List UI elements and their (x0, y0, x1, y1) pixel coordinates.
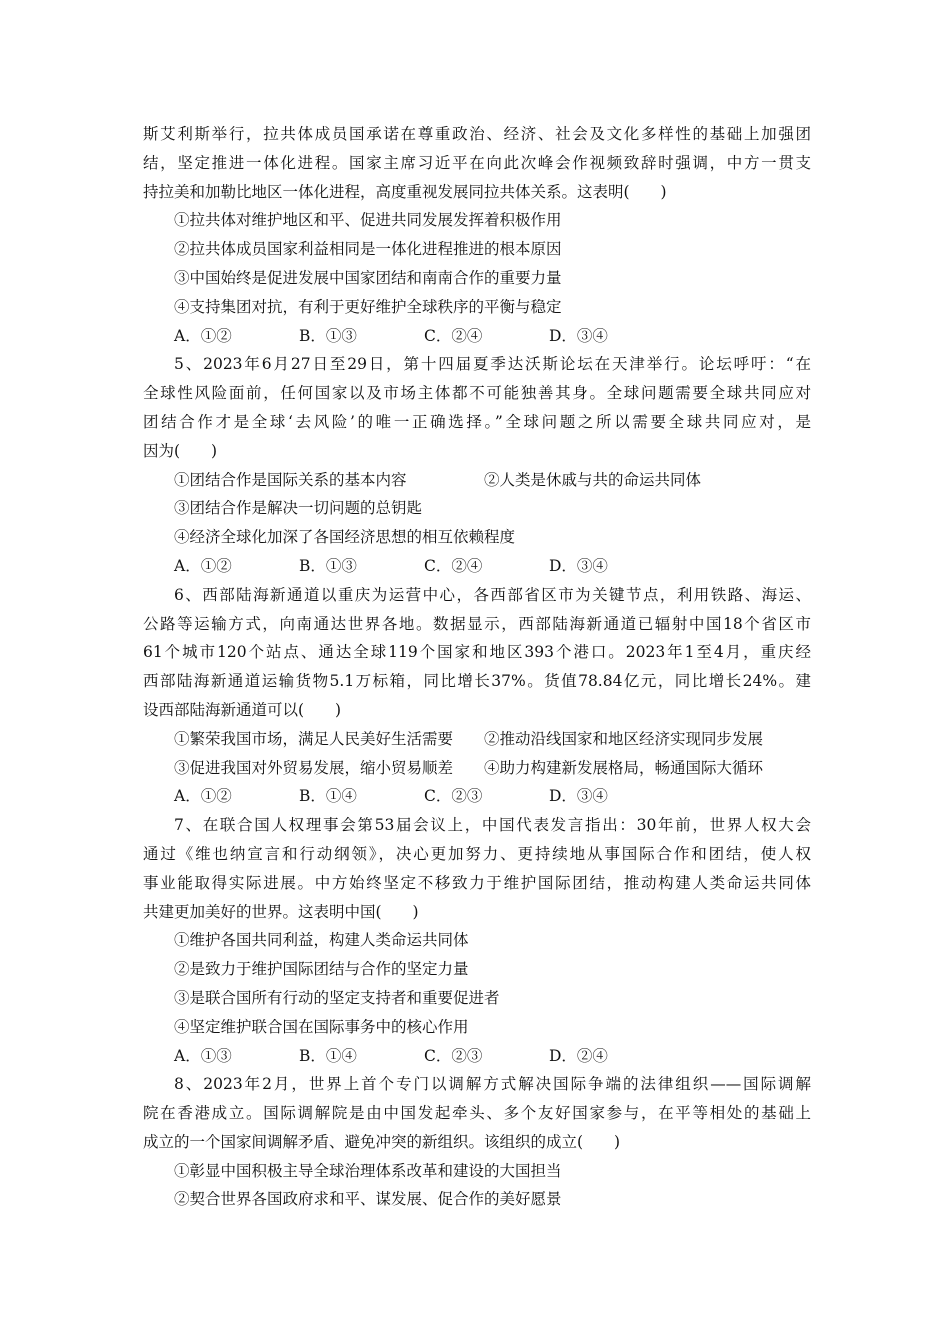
q5-item-row (143, 466, 811, 495)
q7-item: ②是致力于维护国际团结与合作的坚定力量 (174, 960, 469, 979)
q6-item: ③促进我国对外贸易发展，缩小贸易顺差 (174, 758, 454, 777)
q4-stem-line: 斯艾利斯举行，拉共体成员国承诺在尊重政治、经济、社会及文化多样性的基础上加强团 (143, 125, 811, 143)
q4-item: ③中国始终是促进发展中国家团结和南南合作的重要力量 (174, 268, 562, 287)
q6-stem-line: 设西部陆海新通道可以( ) (143, 700, 342, 719)
q6-option-a: A．①② (174, 787, 232, 806)
q7-options (143, 1042, 811, 1071)
q4-item: ②拉共体成员国家利益相同是一体化进程推进的根本原因 (174, 240, 562, 259)
q6-item-row (143, 725, 811, 754)
q4-option-d: D．③④ (549, 326, 608, 345)
q7-item: ③是联合国所有行动的坚定支持者和重要促进者 (174, 988, 500, 1007)
q7-option-a: A．①③ (174, 1046, 232, 1065)
q6-stem-line: 6、西部陆海新通道以重庆为运营中心，各西部省区市为关键节点，利用铁路、海运、 (174, 585, 811, 604)
q6-item: ②推动沿线国家和地区经济实现同步发展 (484, 729, 764, 748)
q5-item: ①团结合作是国际关系的基本内容 (174, 470, 407, 489)
q7-stem-line: 事业能取得实际进展。中方始终坚定不移致力于维护国际团结，推动构建人类命运共同体 (143, 873, 811, 892)
q4-item: ①拉共体对维护地区和平、促进共同发展发挥着积极作用 (174, 211, 562, 230)
q6-stem-line: 西部陆海新通道运输货物5.1万标箱，同比增长37%。货值78.84亿元，同比增长24%。建 (143, 672, 811, 691)
q6-option-b: B．①④ (299, 787, 357, 806)
q5-stem-line: 5、2023年6月27日至29日，第十四届夏季达沃斯论坛在天津举行。论坛呼吁：“在 (174, 355, 811, 374)
q5-item: ②人类是休戚与共的命运共同体 (484, 470, 702, 489)
q7-item: ④坚定维护联合国在国际事务中的核心作用 (174, 1017, 469, 1036)
q6-item: ①繁荣我国市场，满足人民美好生活需要 (174, 729, 454, 748)
q8-stem-line: 成立的一个国家间调解矛盾、避免冲突的新组织。该组织的成立( ) (143, 1132, 621, 1151)
q4-stem-line: 持拉美和加勒比地区一体化进程，高度重视发展同拉共体关系。这表明( ) (143, 182, 667, 201)
q5-stem-line: 团结合作才是全球‘去风险’的唯一正确选择。”全球问题之所以需要全球共同应对，是 (143, 412, 811, 431)
q4-options (143, 322, 811, 351)
q7-option-c: C．②③ (424, 1046, 483, 1065)
q5-options (143, 552, 811, 581)
q4-item: ④支持集团对抗，有利于更好维护全球秩序的平衡与稳定 (174, 297, 562, 316)
q7-item: ①维护各国共同利益，构建人类命运共同体 (174, 931, 469, 950)
q5-option-d: D．③④ (549, 556, 608, 575)
q4-option-c: C．②④ (424, 326, 483, 345)
q5-stem-line: 全球性风险面前，任何国家以及市场主体都不可能独善其身。全球问题需要全球共同应对 (143, 384, 811, 403)
q5-item: ③团结合作是解决一切问题的总钥匙 (174, 499, 423, 518)
q6-options (143, 782, 811, 811)
q5-option-a: A．①② (174, 556, 232, 575)
q4-stem-line: 结，坚定推进一体化进程。国家主席习近平在向此次峰会作视频致辞时强调，中方一贯支 (143, 153, 811, 172)
q4-option-a: A．①② (174, 326, 232, 345)
q5-option-b: B．①③ (299, 556, 357, 575)
q5-stem-line: 因为( ) (143, 441, 218, 460)
q8-stem-line: 8、2023年2月，世界上首个专门以调解方式解决国际争端的法律组织——国际调解 (174, 1075, 811, 1094)
q7-option-b: B．①④ (299, 1046, 357, 1065)
q7-stem-line: 7、在联合国人权理事会第53届会议上，中国代表发言指出：30年前，世界人权大会 (174, 816, 811, 835)
q5-item: ④经济全球化加深了各国经济思想的相互依赖程度 (174, 528, 516, 547)
q8-item: ①彰显中国积极主导全球治理体系改革和建设的大国担当 (174, 1161, 562, 1180)
q6-item: ④助力构建新发展格局，畅通国际大循环 (484, 758, 764, 777)
q7-stem-line: 通过《维也纳宣言和行动纲领》，决心更加努力、更持续地从事国际合作和团结，使人权 (143, 844, 811, 863)
q7-stem-line: 共建更加美好的世界。这表明中国( ) (143, 902, 419, 921)
q5-option-c: C．②④ (424, 556, 483, 575)
q6-option-d: D．③④ (549, 787, 608, 806)
page-content (143, 120, 811, 1214)
q8-item: ②契合世界各国政府求和平、谋发展、促合作的美好愿景 (174, 1190, 562, 1209)
q7-option-d: D．②④ (549, 1046, 608, 1065)
q8-stem-line: 院在香港成立。国际调解院是由中国发起牵头、多个友好国家参与，在平等相处的基础上 (143, 1104, 811, 1123)
q6-stem-line: 公路等运输方式，向南通达世界各地。数据显示，西部陆海新通道已辐射中国18个省区市 (143, 614, 811, 633)
q6-option-c: C．②③ (424, 787, 483, 806)
q6-stem-line: 61个城市120个站点、通达全球119个国家和地区393个港口。2023年1至4月，重庆经 (143, 643, 811, 662)
q6-item-row (143, 754, 811, 783)
q4-option-b: B．①③ (299, 326, 357, 345)
